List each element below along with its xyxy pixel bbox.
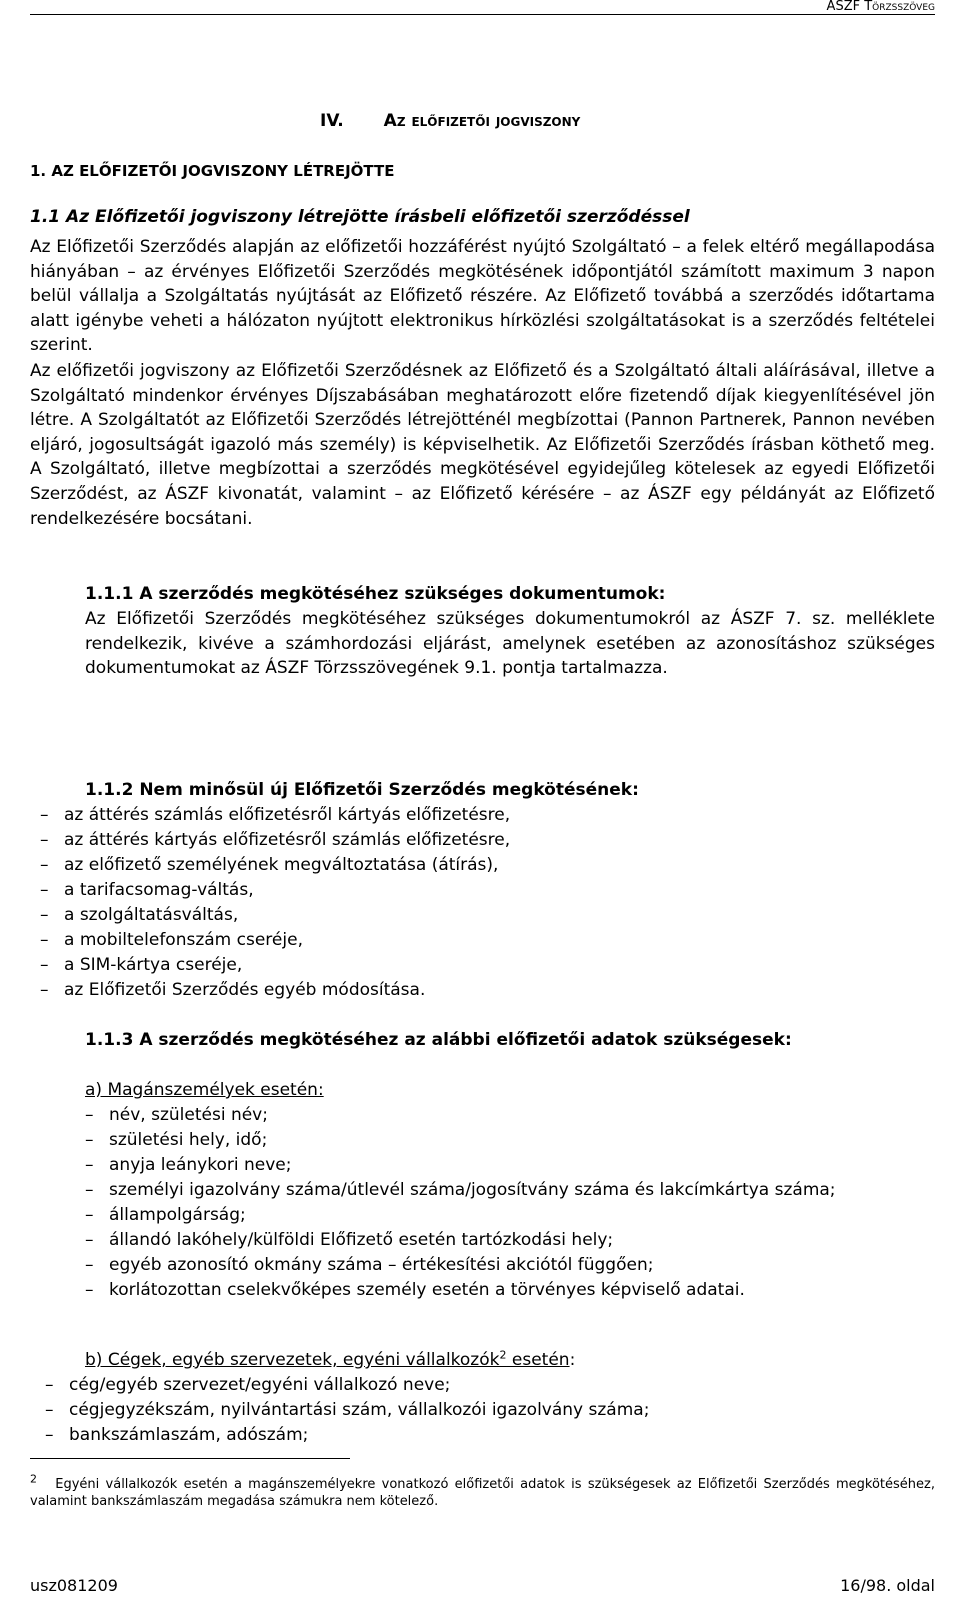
- list-item-text: személyi igazolvány száma/útlevél száma/jogosítvány száma és lakcímkártya száma;: [109, 1180, 836, 1200]
- dash-bullet: –: [40, 905, 49, 925]
- list-item: [40, 903, 740, 928]
- footnote-number: 2: [30, 1472, 37, 1486]
- list-item-text: cég/egyéb szervezet/egyéni vállalkozó neve;: [69, 1375, 451, 1395]
- dash-bullet: –: [40, 830, 49, 850]
- list-item-text: anyja leánykori neve;: [109, 1155, 292, 1175]
- list-item: [40, 828, 740, 853]
- dash-bullet: –: [40, 980, 49, 1000]
- subsection-heading: 1.1 Az Előfizetői jogviszony létrejötte írásbeli előfizetői szerződéssel: [30, 207, 690, 227]
- dash-bullet: –: [85, 1130, 94, 1150]
- list-item-text: születési hely, idő;: [109, 1130, 268, 1150]
- list-item: [40, 803, 740, 828]
- dash-bullet: –: [45, 1375, 54, 1395]
- footnote-ref: 2: [499, 1348, 507, 1362]
- dash-bullet: –: [85, 1230, 94, 1250]
- list-item-text: a mobiltelefonszám cseréje,: [64, 930, 303, 950]
- list-item-text: cégjegyzékszám, nyilvántartási szám, vállalkozói igazolvány száma;: [69, 1400, 650, 1420]
- list-heading: b) Cégek, egyéb szervezetek, egyéni vállalkozók$^2$ esetén:: [85, 1348, 576, 1370]
- subsection-heading: 1.1.1 A szerződés megkötéséhez szükséges dokumentumok:: [85, 584, 666, 604]
- dash-bullet: –: [45, 1425, 54, 1445]
- list-item: [40, 878, 740, 903]
- list-item-text: állampolgárság;: [109, 1205, 246, 1225]
- list-item: [85, 1253, 935, 1278]
- dash-bullet: –: [45, 1400, 54, 1420]
- list-item: [85, 1103, 935, 1128]
- list-item: [85, 1228, 935, 1253]
- list-item: [40, 953, 740, 978]
- footnote: [30, 1472, 935, 1510]
- chapter-title: Az előfizetői jogviszony: [383, 111, 581, 131]
- page-header: [30, 0, 935, 15]
- dash-bullet: –: [40, 805, 49, 825]
- list-item: [85, 1128, 935, 1153]
- dash-bullet: –: [85, 1155, 94, 1175]
- dash-bullet: –: [85, 1105, 94, 1125]
- list-item-text: az előfizető személyének megváltoztatása (átírás),: [64, 855, 499, 875]
- list-item: [85, 1178, 935, 1203]
- paragraph: Az Előfizetői Szerződés alapján az előfizetői hozzáférést nyújtó Szolgáltató – a felek eltérő megállapodása hiányában – az érvényes Előfizetői Szerződés megkötésének időpontjától számított maximum 3 napon belül vállalja a Szolgáltatás nyújtását az Előfizető részére. Az Előfizető továbbá a szerződés időtartama alatt igénybe veheti a hálózaton nyújtott elektronikus hírközlési szolgáltatásokat is a szerződés feltételei szerint.: [30, 237, 935, 356]
- list-item-text: az áttérés kártyás előfizetésről számlás előfizetésre,: [64, 830, 511, 850]
- list-item: [40, 928, 740, 953]
- list-item-text: a tarifacsomag-váltás,: [64, 880, 254, 900]
- chapter-heading: [320, 109, 920, 134]
- footnote-text: Egyéni vállalkozók esetén a magánszemélyekre vonatkozó előfizetői adatok is szükségesek az Előfizetői Szerződés megkötéséhez, valamint bankszámlaszám megadása számukra nem kötelező.: [30, 1477, 935, 1509]
- dash-bullet: –: [85, 1180, 94, 1200]
- dash-bullet: –: [40, 930, 49, 950]
- list-item-text: állandó lakóhely/külföldi Előfizető esetén tartózkodási hely;: [109, 1230, 614, 1250]
- list-item-text: a SIM-kártya cseréje,: [64, 955, 243, 975]
- list-item-text: egyéb azonosító okmány száma – értékesítési akciótól függően;: [109, 1255, 654, 1275]
- list-item-text: korlátozottan cselekvőképes személy esetén a törvényes képviselő adatai.: [109, 1280, 745, 1300]
- section-heading: 1. AZ ELŐFIZETŐI JOGVISZONY LÉTREJÖTTE: [30, 162, 395, 180]
- subsection-heading: 1.1.2 Nem minősül új Előfizetői Szerződés megkötésének:: [85, 780, 639, 800]
- subsection-heading: 1.1.3 A szerződés megkötéséhez az alábbi előfizetői adatok szükségesek:: [85, 1030, 792, 1050]
- list-item-text: a szolgáltatásváltás,: [64, 905, 239, 925]
- dash-bullet: –: [40, 855, 49, 875]
- list-item: [85, 1278, 935, 1303]
- list-item: [40, 978, 740, 1003]
- list-heading-text: b) Cégek, egyéb szervezetek, egyéni vállalkozók$^2$ esetén: [85, 1348, 570, 1370]
- list-heading-text: a) Magánszemélyek esetén:: [85, 1080, 324, 1100]
- dash-bullet: –: [40, 955, 49, 975]
- list-item: [85, 1153, 935, 1178]
- footnote-divider: [30, 1458, 350, 1459]
- list-item: [40, 853, 740, 878]
- list-item-text: bankszámlaszám, adószám;: [69, 1425, 309, 1445]
- list-item: [45, 1373, 935, 1398]
- list-item: [85, 1203, 935, 1228]
- dash-bullet: –: [40, 880, 49, 900]
- list-heading: [85, 1078, 935, 1103]
- footer-right: 16/98. oldal: [840, 1576, 935, 1595]
- dash-bullet: –: [85, 1255, 94, 1275]
- list-item: [45, 1423, 935, 1448]
- list-item-text: az Előfizetői Szerződés egyéb módosítása.: [64, 980, 426, 1000]
- list-item: [45, 1398, 935, 1423]
- chapter-number: IV.: [320, 111, 344, 131]
- dash-bullet: –: [85, 1280, 94, 1300]
- paragraph: Az előfizetői jogviszony az Előfizetői Szerződésnek az Előfizető és a Szolgáltató általi aláírásával, illetve a Szolgáltató mindenkor érvényes Díjszabásában meghatározott előre fizetendő díjak kiegyenlítésével jön létre. A Szolgáltatót az Előfizetői Szerződés létrejötténél megbízottai (Pannon Partnerek, Pannon nevében eljáró, jogosultságát igazoló más személy) is képviselhetik. Az Előfizetői Szerződés írásban köthető meg. A Szolgáltató, illetve megbízottai a szerződés megkötésével egyidejűleg kötelesek az egyedi Előfizetői Szerződést, az ÁSZF kivonatát, valamint – az Előfizető kérésére – az ÁSZF egy példányát az Előfizető rendelkezésére bocsátani.: [30, 361, 935, 529]
- list-item-text: az áttérés számlás előfizetésről kártyás előfizetésre,: [64, 805, 511, 825]
- list-item-text: név, születési név;: [109, 1105, 268, 1125]
- paragraph: Az Előfizetői Szerződés megkötéséhez szükséges dokumentumokról az ÁSZF 7. sz. melléklete rendelkezik, kivéve a számhordozási eljárást, amelynek esetében az azonosításhoz szükséges dokumentumokat az ÁSZF Törzsszövegének 9.1. pontja tartalmazza.: [85, 609, 935, 679]
- dash-bullet: –: [85, 1205, 94, 1225]
- header-title: ÁSZF Törzsszöveg: [826, 0, 935, 14]
- footer-left: usz081209: [30, 1576, 118, 1595]
